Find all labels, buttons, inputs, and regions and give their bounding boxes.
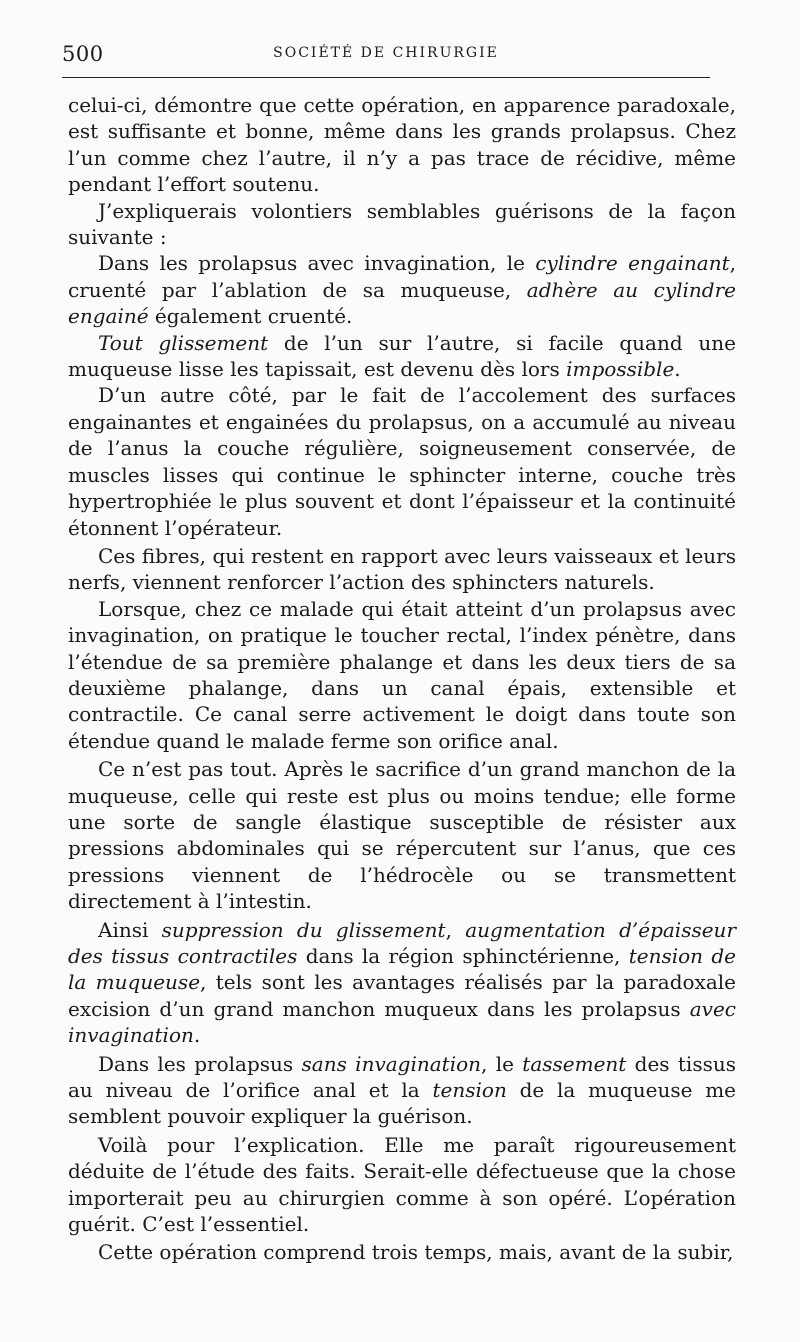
text-run: Voilà pour l’explication. Elle me paraît rigoureusement déduite de l’étude des faits. Serait-elle défectueuse que la chose importerait peu au chirurgien comme à son opéré. L’opération guérit. C’est l’essentiel. (68, 1132, 736, 1237)
paragraph (68, 198, 736, 251)
text-run: , cruenté par l’ablation de sa muqueuse, (68, 251, 737, 302)
text-run: de la muqueuse me semblent pouvoir expliquer la guérison. (68, 1078, 736, 1129)
paragraph (68, 543, 736, 596)
italic-text: Tout glissement (98, 330, 269, 355)
text-run: Ainsi (98, 917, 162, 942)
italic-text: sans invagination (301, 1051, 482, 1076)
text-run: Dans les prolapsus avec invagination, le (98, 251, 536, 276)
italic-text: tassement (522, 1051, 627, 1076)
page-header (62, 42, 710, 72)
italic-text: tension de la muqueuse (68, 944, 737, 995)
text-run: Lorsque, chez ce malade qui était atteint d’un prolapsus avec invagination, on pratique le toucher rectal, l’index pénètre, dans l’étendue de sa première phalange et dans les deux tiers de sa deuxième phalange, dans un canal épais, extensible et contractile. Ce canal serre activement le doigt dans toute son étendue quand le malade ferme son orifice anal. (68, 596, 736, 753)
paragraph (68, 917, 736, 1049)
text-run: Cette opération comprend trois temps, mais, avant de la subir, (98, 1240, 734, 1265)
text-run: D’un autre côté, par le fait de l’accolement des surfaces engainantes et engainées du prolapsus, on a accumulé au niveau de l’anus la couche régulière, soigneusement conservée, de muscles lisses qui continue le sphincter interne, couche très hypertrophiée le plus souvent et dont l’épaisseur et la continuité étonnent l’opérateur. (68, 383, 736, 540)
paragraph (68, 756, 736, 914)
italic-text: adhère au cylindre engainé (68, 277, 736, 329)
text-run: , (445, 917, 466, 942)
text-run: Ce n’est pas tout. Après le sacrifice d’un grand manchon de la muqueuse, celle qui reste est plus ou moins tendue; elle forme une sorte de sangle élastique susceptible de résister aux pressions abdominales qui se répercutent sur l’anus, que ces pressions viennent de l’hédrocèle ou se transmettent directement à l’intestin. (68, 757, 736, 914)
text-run: de l’un sur l’autre, si facile quand une muqueuse lisse les tapissait, est devenu dès lors (68, 330, 737, 382)
italic-text: suppression du glissement (161, 917, 446, 942)
body-text (68, 92, 736, 1266)
italic-text: impossible (566, 357, 675, 382)
header-rule (62, 77, 710, 78)
text-run: des tissus au niveau de l’orifice anal et la (68, 1051, 736, 1103)
paragraph (68, 382, 736, 540)
paragraph (68, 1132, 736, 1238)
text-run: celui-ci, démontre que cette opération, en apparence paradoxale, est suffisante et bonne, même dans les grands prolapsus. Chez l’un comme chez l’autre, il n’y a pas trace de récidive, même pendant l’effort soutenu. (68, 93, 736, 197)
text-run: . (193, 1023, 201, 1048)
italic-text: tension (432, 1078, 507, 1103)
italic-text: augmentation d’épaisseur des tissus contractiles (68, 917, 737, 968)
paragraph (68, 1239, 736, 1265)
italic-text: avec invagination (68, 996, 736, 1048)
text-run: J’expliquerais volontiers semblables guérisons de la façon suivante : (68, 198, 736, 250)
text-run: . (674, 357, 681, 382)
text-run: également cruenté. (148, 304, 353, 329)
page-number: 500 (62, 42, 104, 66)
paragraph (68, 250, 736, 329)
text-run: , tels sont les avantages réalisés par la paradoxale excision d’un grand manchon muqueux dans les prolapsus (68, 970, 736, 1021)
paragraph (68, 596, 736, 754)
text-run: Dans les prolapsus (98, 1051, 302, 1076)
paragraph (68, 1051, 736, 1130)
text-run: , le (481, 1051, 523, 1076)
paragraph (68, 92, 736, 198)
running-head: SOCIÉTÉ DE CHIRURGIE (273, 45, 499, 61)
text-run: dans la région sphinctérienne, (297, 944, 629, 968)
paragraph (68, 330, 736, 383)
text-run: Ces fibres, qui restent en rapport avec leurs vaisseaux et leurs nerfs, viennent renforcer l’action des sphincters naturels. (68, 543, 736, 595)
italic-text: cylindre engainant (535, 251, 730, 276)
